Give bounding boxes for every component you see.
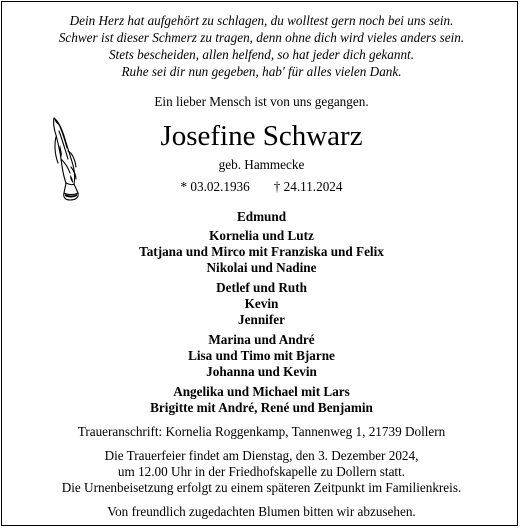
mourning-address: Traueranschrift: Kornelia Roggenkamp, Tannenweg 1, 21739 Dollern [77, 424, 446, 439]
family-name: Marina und André [208, 332, 315, 347]
family-name: Angelika und Michael mit Lars [173, 384, 350, 399]
death-date: † 24.11.2024 [273, 179, 343, 194]
deceased-name: Josefine Schwarz [160, 120, 363, 152]
maiden-name: geb. Hammecke [218, 157, 305, 172]
ceremony-line: Die Trauerfeier findet am Dienstag, den 3. Dezember 2024, [104, 448, 419, 463]
ceremony-line: Die Urnenbeisetzung erfolgt zu einem späteren Zeitpunkt im Familienkreis. [61, 480, 462, 495]
ceremony-line: um 12.00 Uhr in der Friedhofskapelle zu Dollern statt. [117, 464, 406, 479]
flowers-note: Von freundlich zugedachten Blumen bitten wir abzusehen. [107, 504, 416, 519]
obituary-notice [1, 1, 518, 526]
intro-text: Ein lieber Mensch ist von uns gegangen. [154, 94, 369, 109]
family-name: Johanna und Kevin [206, 364, 317, 379]
poem-line: Dein Herz hat aufgehört zu schlagen, du wolltest gern noch bei uns sein. [69, 13, 454, 28]
family-name: Detlef und Ruth [216, 280, 307, 295]
family-name: Kornelia und Lutz [209, 228, 314, 243]
poem-line: Stets bescheiden, allen helfend, so hat jeder dich gekannt. [108, 47, 415, 62]
family-name: Nikolai und Nadine [206, 260, 317, 275]
family-name: Edmund [236, 209, 287, 224]
family-name: Brigitte mit André, René und Benjamin [150, 400, 373, 415]
birth-date: * 03.02.1936 [180, 179, 250, 194]
family-name: Lisa und Timo mit Bjarne [188, 348, 335, 363]
family-name: Kevin [244, 296, 279, 311]
life-dates [2, 179, 521, 195]
family-name: Tatjana und Mirco mit Franziska und Felix [139, 244, 384, 259]
family-name: Jennifer [238, 312, 285, 327]
poem-line: Schwer ist dieser Schmerz zu tragen, denn ohne dich wird vieles anders sein. [58, 30, 465, 45]
poem-line: Ruhe sei dir nun gegeben, hab' für alles vielen Dank. [121, 64, 402, 79]
